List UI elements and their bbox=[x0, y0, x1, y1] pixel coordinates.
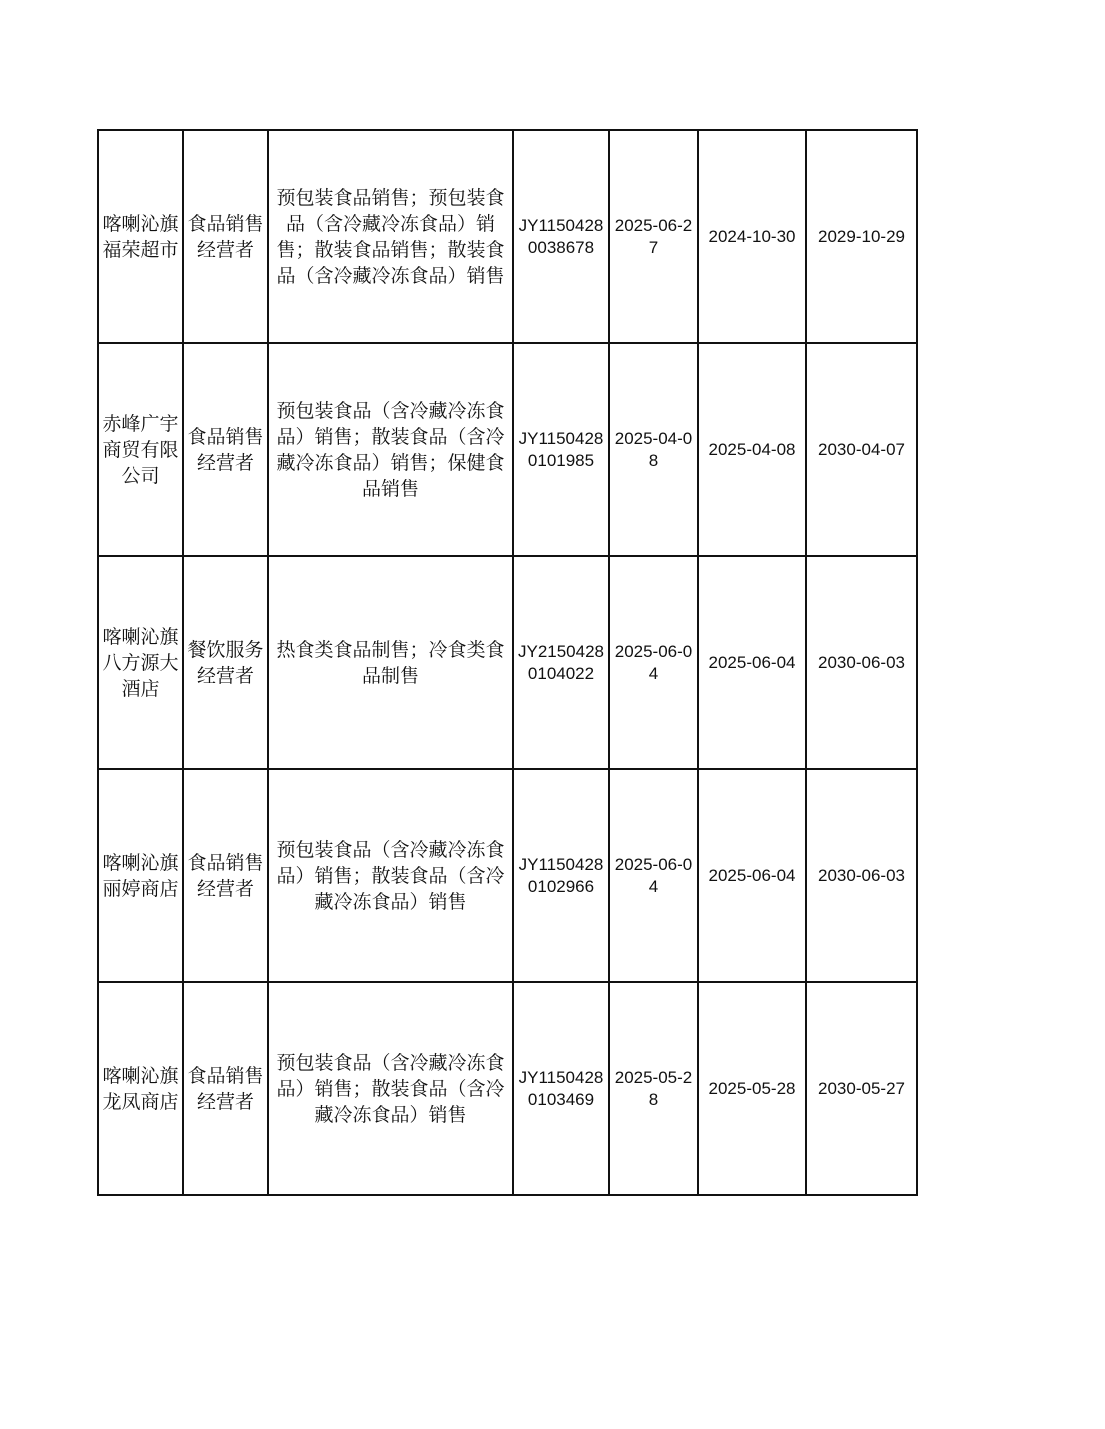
license-table bbox=[97, 129, 918, 1196]
license-number-cell: JY11504280101985 bbox=[513, 343, 609, 556]
valid-from-cell: 2025-04-08 bbox=[698, 343, 806, 556]
business-scope-cell: 预包装食品（含冷藏冷冻食品）销售；散装食品（含冷藏冷冻食品）销售 bbox=[268, 769, 513, 982]
license-number-cell: JY11504280103469 bbox=[513, 982, 609, 1195]
valid-from-cell: 2025-06-04 bbox=[698, 556, 806, 769]
table-row bbox=[98, 130, 917, 343]
table-row bbox=[98, 769, 917, 982]
operator-type-cell: 食品销售经营者 bbox=[183, 769, 268, 982]
table-row bbox=[98, 982, 917, 1195]
business-scope-cell: 热食类食品制售；冷食类食品制售 bbox=[268, 556, 513, 769]
operator-type-cell: 食品销售经营者 bbox=[183, 130, 268, 343]
business-name-cell: 喀喇沁旗福荣超市 bbox=[98, 130, 183, 343]
operator-type-cell: 食品销售经营者 bbox=[183, 343, 268, 556]
valid-from-cell: 2025-05-28 bbox=[698, 982, 806, 1195]
business-scope-cell: 预包装食品销售；预包装食品（含冷藏冷冻食品）销售；散装食品销售；散装食品（含冷藏冷冻食品）销售 bbox=[268, 130, 513, 343]
license-number-cell: JY21504280104022 bbox=[513, 556, 609, 769]
license-number-cell: JY11504280038678 bbox=[513, 130, 609, 343]
business-scope-cell: 预包装食品（含冷藏冷冻食品）销售；散装食品（含冷藏冷冻食品）销售；保健食品销售 bbox=[268, 343, 513, 556]
decision-date-cell: 2025-06-04 bbox=[609, 556, 698, 769]
operator-type-cell: 食品销售经营者 bbox=[183, 982, 268, 1195]
decision-date-cell: 2025-06-27 bbox=[609, 130, 698, 343]
table-row bbox=[98, 343, 917, 556]
business-name-cell: 喀喇沁旗八方源大酒店 bbox=[98, 556, 183, 769]
business-name-cell: 喀喇沁旗丽婷商店 bbox=[98, 769, 183, 982]
valid-to-cell: 2029-10-29 bbox=[806, 130, 917, 343]
operator-type-cell: 餐饮服务经营者 bbox=[183, 556, 268, 769]
valid-to-cell: 2030-06-03 bbox=[806, 769, 917, 982]
business-scope-cell: 预包装食品（含冷藏冷冻食品）销售；散装食品（含冷藏冷冻食品）销售 bbox=[268, 982, 513, 1195]
decision-date-cell: 2025-04-08 bbox=[609, 343, 698, 556]
valid-to-cell: 2030-05-27 bbox=[806, 982, 917, 1195]
business-name-cell: 喀喇沁旗龙凤商店 bbox=[98, 982, 183, 1195]
license-number-cell: JY11504280102966 bbox=[513, 769, 609, 982]
valid-to-cell: 2030-04-07 bbox=[806, 343, 917, 556]
valid-from-cell: 2024-10-30 bbox=[698, 130, 806, 343]
valid-to-cell: 2030-06-03 bbox=[806, 556, 917, 769]
decision-date-cell: 2025-06-04 bbox=[609, 769, 698, 982]
business-name-cell: 赤峰广宇商贸有限公司 bbox=[98, 343, 183, 556]
valid-from-cell: 2025-06-04 bbox=[698, 769, 806, 982]
table-row bbox=[98, 556, 917, 769]
decision-date-cell: 2025-05-28 bbox=[609, 982, 698, 1195]
